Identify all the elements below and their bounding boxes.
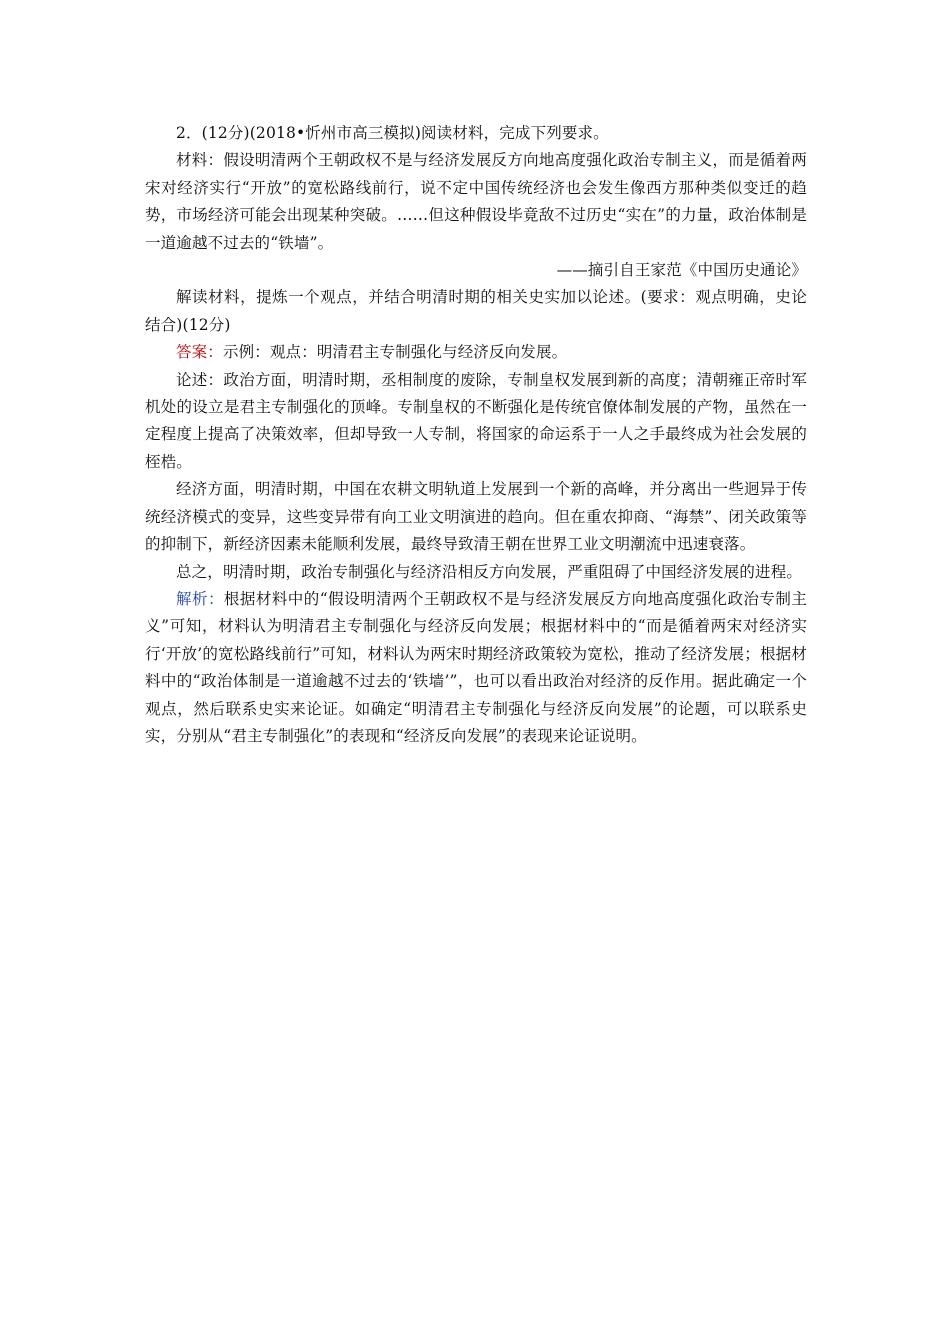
question-task: 解读材料，提炼一个观点，并结合明清时期的相关史实加以论述。(要求：观点明确，史论结合)(12分) xyxy=(145,288,807,334)
material-source: ——摘引自王家范《中国历史通论》 xyxy=(556,261,807,280)
material-text: 材料：假设明清两个王朝政权不是与经济发展反方向地高度强化政治专制主义，而是循着两宋对经济实行“开放”的宽松路线前行，说不定中国传统经济也会发生像西方那种类似变迁的趋势，市场经济可能会出现某种突破。……但这种假设毕竟敌不过历史“实在”的力量，政治体制是一道逾越不过去的“铁墙”。 xyxy=(145,151,807,252)
answer-paragraph-politics: 论述：政治方面，明清时期，丞相制度的废除，专制皇权发展到新的高度；清朝雍正帝时军机处的设立是君主专制强化的顶峰。专制皇权的不断强化是传统官僚体制发展的产物，虽然在一定程度上提高了决策效率，但却导致一人专制，将国家的命运系于一人之手最终成为社会发展的桎梏。 xyxy=(145,370,807,471)
answer-intro-text: 示例：观点：明清君主专制强化与经济反向发展。 xyxy=(222,343,568,362)
analysis-paragraph xyxy=(145,586,807,750)
answer-paragraph-conclusion: 总之，明清时期，政治专制强化与经济沿相反方向发展，严重阻碍了中国经济发展的进程。 xyxy=(176,562,803,581)
question-header: 2．(12分)(2018•忻州市高三模拟)阅读材料，完成下列要求。 xyxy=(176,124,609,142)
answer-paragraph-economy: 经济方面，明清时期，中国在农耕文明轨道上发展到一个新的高峰，并分离出一些迥异于传统经济模式的变异，这些变异带有向工业文明演进的趋向。但在重农抑商、“海禁”、闭关政策等的抑制下，新经济因素未能顺利发展，最终导致清王朝在世界工业文明潮流中迅速衰落。 xyxy=(145,480,807,554)
analysis-label: 解析： xyxy=(176,589,224,608)
document-page xyxy=(145,120,807,750)
analysis-text: 根据材料中的“假设明清两个王朝政权不是与经济发展反方向地高度强化政治专制主义”可知，材料认为明清君主专制强化与经济反向发展；根据材料中的“而是循着两宋对经济实行‘开放’的宽松路线前行”可知，材料认为两宋时期经济政策较为宽松，推动了经济发展；根据材料中的“政治体制是一道逾越不过去的‘铁墙’”，也可以看出政治对经济的反作用。据此确定一个观点，然后联系史实来论证。如确定“明清君主专制强化与经济反向发展”的论题，可以联系史实，分别从“君主专制强化”的表现和“经济反向发展”的表现来论证说明。 xyxy=(145,589,807,745)
answer-label: 答案： xyxy=(176,343,223,362)
answer-intro xyxy=(145,339,807,366)
